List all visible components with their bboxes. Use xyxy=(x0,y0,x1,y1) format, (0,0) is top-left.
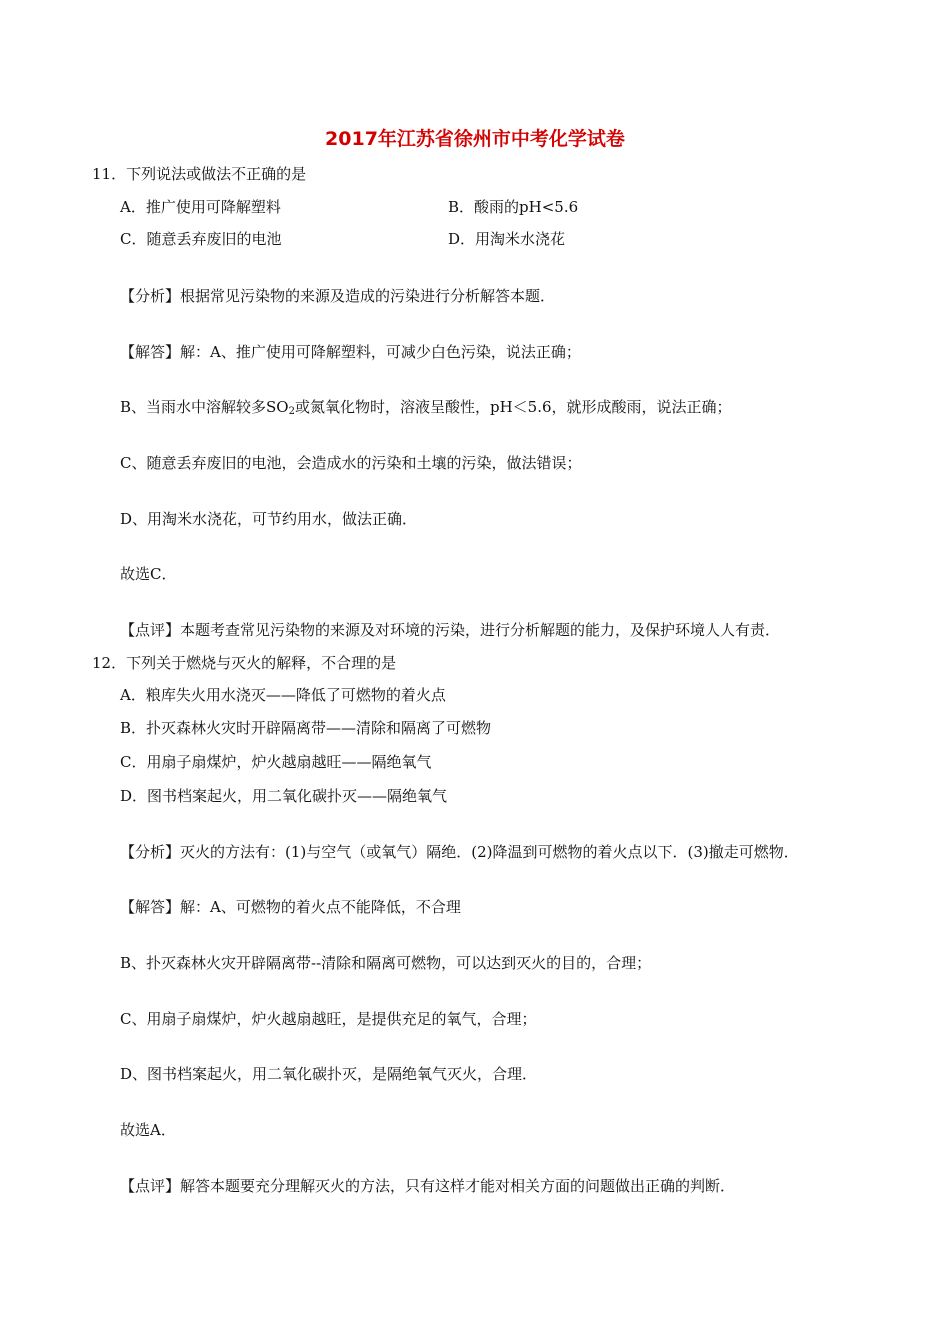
q12-answer-d: D、图书档案起火，用二氧化碳扑灭，是隔绝氧气灭火，合理． xyxy=(120,1065,538,1083)
q11-option-c: C．随意丢弃废旧的电池 xyxy=(120,230,282,248)
q11-option-a: A．推广使用可降解塑料 xyxy=(120,198,281,216)
q12-answer-b: B、扑灭森林火灾开辟隔离带--清除和隔离可燃物，可以达到灭火的目的，合理； xyxy=(120,954,652,972)
q12-analysis: 【分析】灭火的方法有：(1)与空气（或氧气）隔绝．(2)降温到可燃物的着火点以下．(3)撤走可燃物． xyxy=(120,843,799,861)
q11-choice: 故选C． xyxy=(120,565,177,583)
q11-answer-d: D、用淘米水浇花，可节约用水，做法正确． xyxy=(120,510,418,528)
q11-answer-b xyxy=(120,396,732,423)
q11-option-d: D．用淘米水浇花 xyxy=(448,230,566,248)
q12-answer-c: C、用扇子扇煤炉，炉火越扇越旺，是提供充足的氧气，合理； xyxy=(120,1010,537,1028)
q12-option-d: D．图书档案起火，用二氧化碳扑灭——隔绝氧气 xyxy=(120,787,448,805)
q12-option-a: A．粮库失火用水浇灭——降低了可燃物的着火点 xyxy=(120,686,446,704)
q11-stem: 11．下列说法或做法不正确的是 xyxy=(92,165,307,183)
q12-choice: 故选A． xyxy=(120,1121,176,1139)
q12-option-c: C．用扇子扇煤炉，炉火越扇越旺——隔绝氧气 xyxy=(120,753,432,771)
q11-answer-b-post: 或氮氧化物时，溶液呈酸性，pH＜5.6，就形成酸雨，说法正确； xyxy=(294,398,732,416)
q11-answer-a: 【解答】解：A、推广使用可降解塑料，可减少白色污染，说法正确； xyxy=(120,343,581,361)
q11-answer-b-pre: B、当雨水中溶解较多SO xyxy=(120,398,289,416)
q11-answer-c: C、随意丢弃废旧的电池，会造成水的污染和土壤的污染，做法错误； xyxy=(120,454,582,472)
q11-option-b: B．酸雨的pH<5.6 xyxy=(448,198,579,216)
q12-option-b: B．扑灭森林火灾时开辟隔离带——清除和隔离了可燃物 xyxy=(120,719,492,737)
q12-stem: 12．下列关于燃烧与灭火的解释，不合理的是 xyxy=(92,654,397,672)
q11-analysis: 【分析】根据常见污染物的来源及造成的污染进行分析解答本题． xyxy=(120,287,556,305)
page-title: 2017年江苏省徐州市中考化学试卷 xyxy=(325,128,625,150)
q11-answer-b-subscript: 2 xyxy=(288,406,295,417)
q12-comment: 【点评】解答本题要充分理解灭火的方法，只有这样才能对相关方面的问题做出正确的判断． xyxy=(120,1177,736,1195)
q11-comment: 【点评】本题考查常见污染物的来源及对环境的污染，进行分析解题的能力，及保护环境人人有责． xyxy=(120,621,781,639)
q12-answer-a: 【解答】解：A、可燃物的着火点不能降低，不合理 xyxy=(120,898,461,916)
